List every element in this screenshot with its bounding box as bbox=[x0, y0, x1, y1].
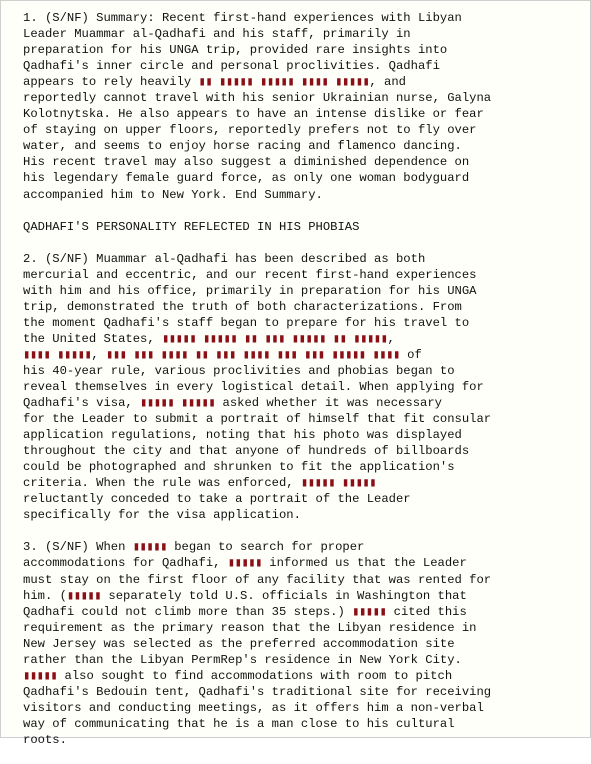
paragraph bbox=[23, 10, 588, 203]
text-segment: must stay on the first floor of any facility that was rented for bbox=[23, 572, 492, 587]
text-segment: 2. (S/NF) Muammar al-Qadhafi has been described as both bbox=[23, 251, 426, 266]
text-segment: requirement as the primary reason that the Libyan residence in bbox=[23, 620, 477, 635]
text-segment: 1. (S/NF) Summary: Recent first-hand experiences with Libyan bbox=[23, 11, 462, 25]
text-segment: the moment Qadhafi's staff began to prepare for his travel to bbox=[23, 315, 470, 330]
text-line bbox=[23, 539, 588, 555]
text-line bbox=[23, 732, 588, 748]
text-segment: the United States, bbox=[23, 331, 162, 346]
text-line bbox=[23, 74, 588, 90]
text-segment: of bbox=[399, 347, 422, 362]
text-line bbox=[23, 315, 588, 331]
text-segment: separately told U.S. officials in Washington that bbox=[101, 588, 467, 603]
text-line bbox=[23, 90, 588, 106]
text-line bbox=[23, 267, 588, 283]
text-segment: , bbox=[91, 347, 106, 362]
text-segment: His recent travel may also suggest a diminished dependence on bbox=[23, 155, 470, 170]
text-segment: his 40-year rule, various proclivities and phobias began to bbox=[23, 363, 455, 378]
text-line bbox=[23, 668, 588, 684]
text-line bbox=[23, 154, 588, 170]
text-segment: Qadhafi's inner circle and personal proclivities. Qadhafi bbox=[23, 59, 440, 74]
text-line bbox=[23, 636, 588, 652]
text-segment: specifically for the visa application. bbox=[23, 508, 301, 523]
text-line bbox=[23, 299, 588, 315]
redaction-mark: ▮▮▮▮▮ ▮▮▮▮▮ bbox=[140, 396, 216, 411]
text-line bbox=[23, 572, 588, 588]
text-segment: reluctantly conceded to take a portrait of the Leader bbox=[23, 492, 411, 507]
text-segment: reveal themselves in every logistical detail. When applying for bbox=[23, 379, 484, 394]
section-heading bbox=[23, 219, 588, 235]
text-segment: throughout the city and that anyone of hundreds of billboards bbox=[23, 444, 470, 459]
text-segment: Kolotnytska. He also appears to have an intense dislike or fear bbox=[23, 107, 484, 122]
text-line bbox=[23, 219, 588, 235]
text-line bbox=[23, 604, 588, 620]
redaction-mark: ▮▮▮▮ ▮▮▮▮▮ bbox=[23, 347, 92, 362]
text-line bbox=[23, 251, 588, 267]
text-segment: QADHAFI'S PERSONALITY REFLECTED IN HIS PHOBIAS bbox=[23, 219, 360, 234]
text-segment: reportedly cannot travel with his senior Ukrainian nurse, Galyna bbox=[23, 91, 492, 106]
text-segment: way of communicating that he is a man close to his cultural bbox=[23, 716, 455, 731]
text-segment: his legendary female guard force, as only one woman bodyguard bbox=[23, 171, 470, 186]
text-line bbox=[23, 283, 588, 299]
text-line bbox=[23, 652, 588, 668]
text-segment: appears to rely heavily bbox=[23, 75, 199, 90]
text-line bbox=[23, 26, 588, 42]
text-segment: application regulations, noting that his photo was displayed bbox=[23, 428, 462, 443]
paragraph bbox=[23, 251, 588, 524]
text-segment: with him and his office, primarily in preparation for his UNGA bbox=[23, 283, 477, 298]
text-line bbox=[23, 684, 588, 700]
redaction-mark: ▮▮▮▮▮ bbox=[352, 604, 387, 619]
text-line bbox=[23, 491, 588, 507]
text-segment: preparation for his UNGA trip, provided rare insights into bbox=[23, 43, 448, 58]
text-segment: trip, demonstrated the truth of both characterizations. From bbox=[23, 299, 462, 314]
text-segment: of staying on upper floors, reportedly prefers not to fly over bbox=[23, 123, 477, 138]
text-line bbox=[23, 459, 588, 475]
text-segment: roots. bbox=[23, 732, 67, 747]
text-segment: water, and seems to enjoy horse racing and flamenco dancing. bbox=[23, 139, 462, 154]
redaction-mark: ▮▮ ▮▮▮▮▮ ▮▮▮▮▮ ▮▮▮▮ ▮▮▮▮▮ bbox=[198, 75, 370, 90]
text-segment: informed us that the Leader bbox=[261, 556, 467, 571]
text-segment: also sought to find accommodations with room to pitch bbox=[57, 668, 453, 683]
paragraph bbox=[23, 539, 588, 748]
text-line bbox=[23, 106, 588, 122]
text-line bbox=[23, 42, 588, 58]
text-segment: accompanied him to New York. End Summary. bbox=[23, 187, 323, 202]
text-segment: accommodations for Qadhafi, bbox=[23, 556, 228, 571]
text-line bbox=[23, 187, 588, 203]
text-line bbox=[23, 58, 588, 74]
text-line bbox=[23, 347, 588, 363]
text-line bbox=[23, 588, 588, 604]
text-segment: asked whether it was necessary bbox=[215, 396, 442, 411]
text-segment: New Jersey was selected as the preferred accommodation site bbox=[23, 636, 455, 651]
text-line bbox=[23, 620, 588, 636]
redaction-mark: ▮▮▮▮▮ bbox=[23, 668, 58, 683]
text-line bbox=[23, 555, 588, 571]
text-line bbox=[23, 716, 588, 732]
text-segment: Qadhafi could not climb more than 35 steps.) bbox=[23, 604, 353, 619]
text-segment: , and bbox=[369, 75, 406, 90]
text-line bbox=[23, 138, 588, 154]
text-line bbox=[23, 170, 588, 186]
text-line bbox=[23, 427, 588, 443]
text-segment: rather than the Libyan PermRep's residence in New York City. bbox=[23, 652, 462, 667]
text-line bbox=[23, 443, 588, 459]
redaction-mark: ▮▮▮▮▮ bbox=[227, 556, 262, 571]
redaction-mark: ▮▮▮ ▮▮▮ ▮▮▮▮ ▮▮ ▮▮▮ ▮▮▮▮ ▮▮▮ ▮▮▮ ▮▮▮▮▮ ▮▮▮▮ bbox=[106, 347, 400, 362]
text-line bbox=[23, 363, 588, 379]
text-segment: Qadhafi's Bedouin tent, Qadhafi's traditional site for receiving bbox=[23, 684, 492, 699]
text-line bbox=[23, 475, 588, 491]
text-segment: Leader Muammar al-Qadhafi and his staff, primarily in bbox=[23, 27, 411, 42]
text-line bbox=[23, 700, 588, 716]
text-segment: cited this bbox=[386, 604, 467, 619]
text-line bbox=[23, 507, 588, 523]
text-segment: him. ( bbox=[23, 588, 67, 603]
text-segment: criteria. When the rule was enforced, bbox=[23, 476, 301, 491]
text-segment: , bbox=[387, 331, 395, 346]
text-segment: visitors and conducting meetings, as it offers him a non-verbal bbox=[23, 700, 484, 715]
redaction-mark: ▮▮▮▮▮ ▮▮▮▮▮ bbox=[300, 476, 377, 491]
text-segment: Qadhafi's visa, bbox=[23, 396, 141, 411]
text-segment: for the Leader to submit a portrait of himself that fit consular bbox=[23, 412, 492, 427]
text-line bbox=[23, 379, 588, 395]
text-segment: began to search for proper bbox=[166, 540, 365, 555]
cable-text bbox=[23, 10, 588, 764]
text-segment: mercurial and eccentric, and our recent first-hand experiences bbox=[23, 267, 477, 282]
text-line bbox=[23, 331, 588, 347]
text-segment: could be photographed and shrunken to fit the application's bbox=[23, 460, 455, 475]
text-line bbox=[23, 10, 588, 26]
redaction-mark: ▮▮▮▮▮ bbox=[66, 588, 102, 603]
text-line bbox=[23, 122, 588, 138]
text-segment: 3. (S/NF) When bbox=[23, 540, 133, 555]
redaction-mark: ▮▮▮▮▮ bbox=[132, 540, 167, 555]
text-line bbox=[23, 395, 588, 411]
text-line bbox=[23, 411, 588, 427]
redaction-mark: ▮▮▮▮▮ ▮▮▮▮▮ ▮▮ ▮▮▮ ▮▮▮▮▮ ▮▮ ▮▮▮▮▮ bbox=[161, 331, 388, 346]
